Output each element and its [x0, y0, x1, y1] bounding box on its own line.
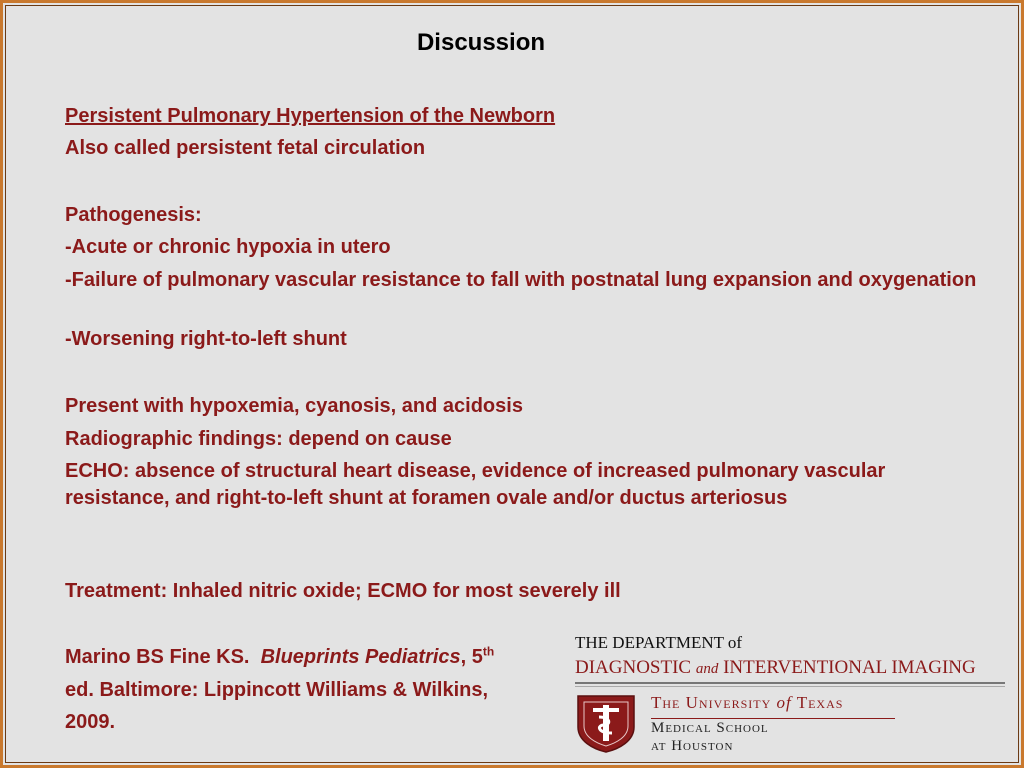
- reference-line3: 2009.: [65, 711, 116, 733]
- department-divider: [575, 682, 1005, 684]
- slide-title: Discussion: [416, 29, 546, 56]
- reference-line1: [65, 644, 565, 671]
- ut-seal-icon: [575, 693, 637, 753]
- reference-book: Blueprints Pediatrics: [260, 646, 461, 668]
- reference-authors: Marino BS Fine KS.: [65, 646, 250, 668]
- radiographic-text: Radiographic findings: depend on cause: [65, 428, 452, 450]
- pathogenesis-item: -Worsening right-to-left shunt: [65, 328, 347, 350]
- pathogenesis-heading: Pathogenesis:: [65, 204, 202, 226]
- pathogenesis-item: -Acute or chronic hypoxia in utero: [65, 236, 391, 258]
- university-name-pre: The University: [651, 693, 772, 712]
- department-line1: THE DEPARTMENT of: [575, 633, 743, 652]
- university-divider: [651, 718, 895, 719]
- department-interventional: INTERVENTIONAL IMAGING: [723, 657, 976, 678]
- university-name: [651, 693, 843, 713]
- school-line2: at Houston: [651, 738, 734, 754]
- reference-edition-sup: th: [482, 644, 495, 659]
- reference-line2: ed. Baltimore: Lippincott Williams & Wilkins,: [65, 679, 489, 701]
- pathogenesis-item: -Failure of pulmonary vascular resistance to fall with postnatal lung expansion and oxygenation: [65, 269, 977, 291]
- department-line2: [575, 657, 976, 679]
- treatment-text: Treatment: Inhaled nitric oxide; ECMO for most severely ill: [65, 580, 621, 602]
- topic-text: Persistent Pulmonary Hypertension of the Newborn: [65, 105, 556, 127]
- department-diagnostic: DIAGNOSTIC: [575, 657, 692, 678]
- university-name-post: Texas: [796, 693, 844, 712]
- topic-heading: [65, 103, 985, 130]
- department-divider-thin: [575, 686, 1005, 687]
- department-and: and: [695, 661, 719, 677]
- department-logo: [575, 633, 1007, 753]
- presentation-text: Present with hypoxemia, cyanosis, and acidosis: [65, 395, 523, 417]
- topic-alias: Also called persistent fetal circulation: [65, 137, 426, 159]
- university-name-of: of: [776, 693, 792, 712]
- school-line1: Medical School: [651, 720, 769, 736]
- echo-text: ECHO: absence of structural heart disease, evidence of increased pulmonary vascular resistance, and right-to-left shunt at foramen ovale and/or ductus arteriosus: [65, 460, 886, 509]
- reference-edition: , 5: [460, 646, 483, 668]
